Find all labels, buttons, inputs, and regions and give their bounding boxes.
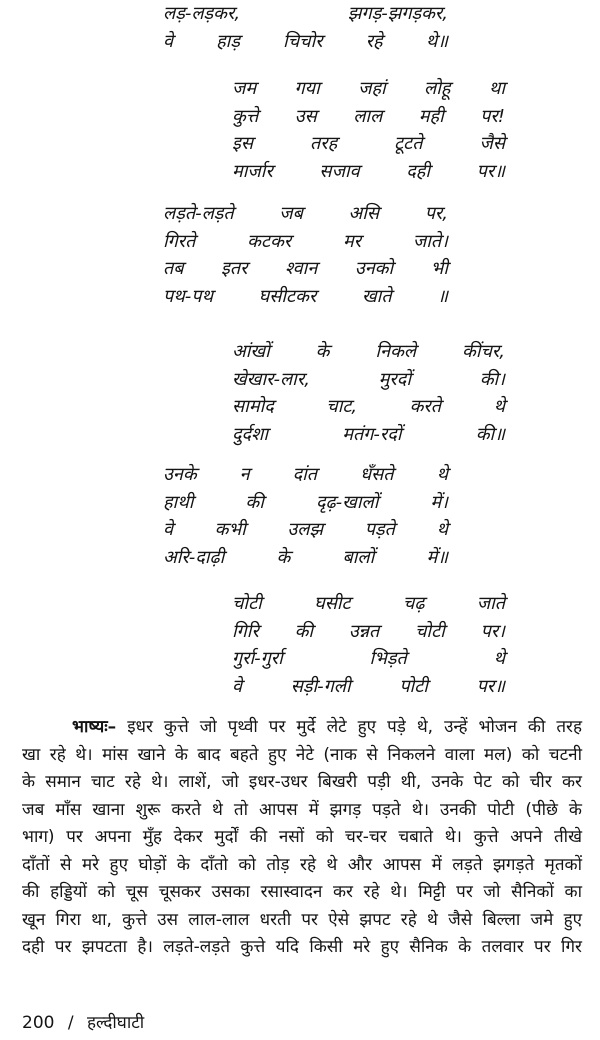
commentary-line: जब माँस खाना शुरू करते थे तो आपस में झगड़ पड़ते थे। उनकी पोटी (पीछे के [22,799,582,820]
commentary-line: भाग) पर अपना मुँह देकर मुर्दों की नसों को चर-चर चबाते थे। कुत्ते अपने तीखे [22,827,582,847]
page-footer [22,1010,144,1033]
commentary-line: की हड्डियों को चूस चूसकर उसका रसास्वादन कर रहे थे। मिट्टी पर जो सैनिकों का [22,882,582,902]
commentary-line: दही पर झपटता है। लड़ते-लड़ते कुत्ते यदि किसी मरे हुए सैनिक के तलवार पर गिर [22,937,582,957]
stanza-4 [232,338,505,448]
verse-line: तब इतर श्वान उनको भी [163,258,448,279]
verse-line: लड़ते-लड़ते जब असि पर, [163,203,448,224]
verse-line: आंखों के निकले कींचर, [232,341,505,362]
verse-line: कुत्ते उस लाल मही पर! [232,105,505,127]
verse-line: वे हाड़ चिचोर रहे थे॥ [163,30,448,52]
commentary-line [22,714,582,742]
verse-line: उनके न दांत धँसते थे [163,464,448,485]
verse-line: गिरते कटकर मर जाते। [163,230,448,252]
verse-line: सामोद चाट, करते थे [232,396,505,417]
verse-line: चोटी घसीट चढ़ जाते [232,593,505,614]
stanza-2 [232,75,505,185]
verse-line: अरि-दाढ़ी के बालों में॥ [163,546,448,568]
verse-line: इस तरह टूटते जैसे [232,133,505,154]
stanza-6 [232,590,505,700]
verse-line: हाथी की दृढ़-खालों में। [163,491,448,513]
page-number: 200 [22,1013,55,1033]
verse-line: पथ-पथ घसीटकर खाते ॥ [163,285,448,307]
verse-line: गुर्रा-गुर्रा भिड़ते थे [232,648,505,669]
verse-line: वे सड़ी-गली पोटी पर॥ [232,675,505,697]
verse-line: दुर्दशा मतंग-रदों की॥ [232,423,505,445]
stanza-5 [163,461,448,571]
commentary-line: खून गिरा था, कुत्ते उस लाल-लाल धरती पर ऐसे झपट रहे थे जैसे बिल्ला जमे हुए [22,909,582,930]
verse-line: लड़-लड़कर, झगड़-झगड़कर, [163,3,448,24]
footer-separator: / [67,1013,74,1033]
verse-line: गिरि की उन्नत चोटी पर। [232,620,505,642]
commentary-paragraph [22,714,582,962]
verse-line: जम गया जहां लोहू था [232,78,505,99]
verse-line: खेखार-लार, मुरदों की। [232,368,505,390]
book-title: हल्दीघाटी [87,1013,145,1033]
commentary-text: इधर कुत्ते जो पृथ्वी पर मुर्दे लेटे हुए पड़े थे, उन्हें भोजन की तरह [127,717,583,737]
commentary-line: दाँतों से मरे हुए घोड़ों के दाँतो को तोड़ रहे थे और आपस में लड़ते झगड़ते मृतकों [22,854,582,875]
commentary-line: खा रहे थे। मांस खाने के बाद बहते हुए नेटे (नाक से निकलने वाला मल) को चटनी [22,744,582,765]
stanza-3 [163,200,448,310]
commentary-line: के समान चाट रहे थे। लाशें, जो इधर-उधर बिखरी पड़ी थी, उनके पेट को चीर कर [22,772,582,792]
stanza-1 [163,0,448,55]
commentary-label: भाष्यः– [72,717,117,737]
verse-line: वे कभी उलझ पड़ते थे [163,519,448,540]
verse-line: मार्जार सजाव दही पर॥ [232,160,505,182]
